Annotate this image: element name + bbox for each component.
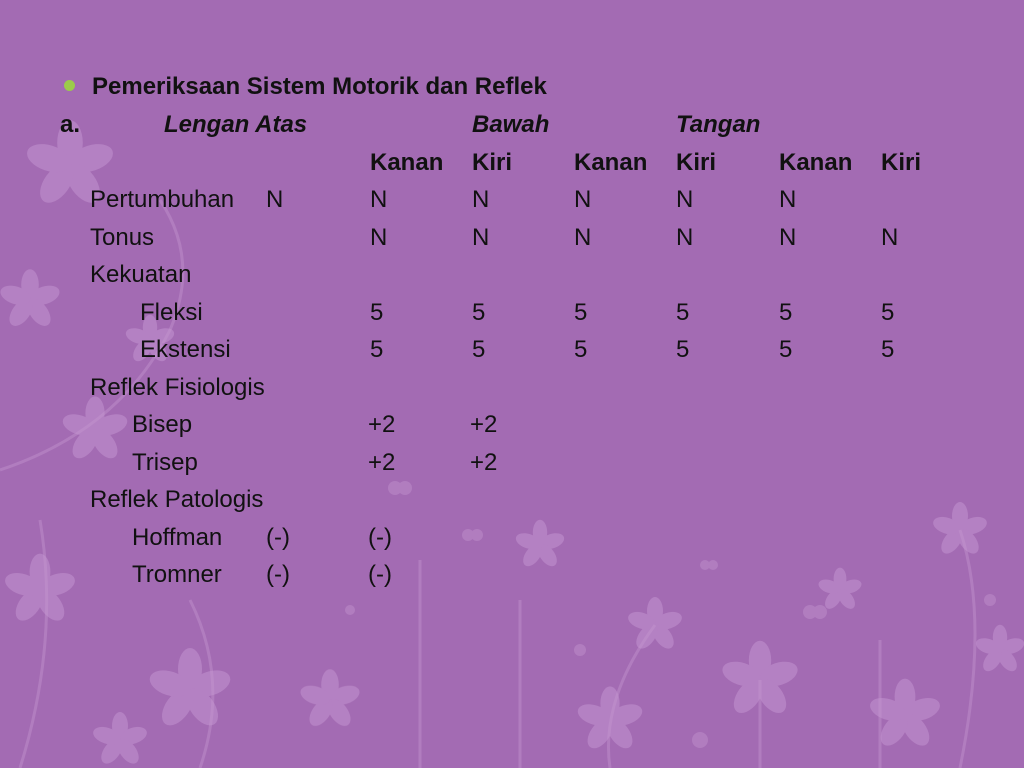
column-header: Kanan — [574, 149, 648, 176]
group-header-lengan-atas: Lengan Atas — [164, 111, 308, 138]
table-cell: N — [779, 186, 797, 213]
row-label-kekuatan: Kekuatan — [90, 261, 192, 288]
table-cell: (-) — [266, 561, 290, 588]
table-cell: 5 — [472, 336, 486, 363]
table-cell: N — [370, 224, 388, 251]
table-cell: 5 — [574, 299, 588, 326]
table-cell: 5 — [779, 299, 793, 326]
column-header: Kanan — [370, 149, 444, 176]
row-label-bisep: Bisep — [132, 411, 193, 438]
table-cell: N — [266, 186, 284, 213]
row-label-ekstensi: Ekstensi — [140, 336, 231, 363]
table-cell: 5 — [370, 336, 384, 363]
table-cell: N — [472, 186, 490, 213]
table-cell: +2 — [470, 411, 498, 438]
row-label-reflek-patologis: Reflek Patologis — [90, 486, 264, 513]
table-cell: (-) — [266, 524, 290, 551]
row-label-trisep: Trisep — [132, 449, 198, 476]
row-label-pertumbuhan: Pertumbuhan — [90, 186, 235, 213]
table-cell: 5 — [881, 336, 895, 363]
row-label-reflek-fisiologis: Reflek Fisiologis — [90, 374, 265, 401]
column-header: Kiri — [881, 149, 922, 176]
table-cell: (-) — [368, 561, 392, 588]
table-cell: 5 — [779, 336, 793, 363]
bullet-icon — [64, 80, 75, 91]
row-label-hoffman: Hoffman — [132, 524, 223, 551]
row-label-tonus: Tonus — [90, 224, 155, 251]
table-cell: (-) — [368, 524, 392, 551]
table-cell: +2 — [470, 449, 498, 476]
table-cell: N — [574, 186, 592, 213]
table-cell: +2 — [368, 411, 396, 438]
table-cell: 5 — [370, 299, 384, 326]
column-header: Kiri — [676, 149, 717, 176]
table-cell: N — [676, 224, 694, 251]
table-cell: N — [881, 224, 899, 251]
row-label-tromner: Tromner — [132, 561, 222, 588]
table-cell: N — [676, 186, 694, 213]
row-label-fleksi: Fleksi — [140, 299, 203, 326]
table-cell: 5 — [676, 336, 690, 363]
table-cell: 5 — [574, 336, 588, 363]
group-header-bawah: Bawah — [472, 111, 550, 138]
table-cell: 5 — [881, 299, 895, 326]
table-cell: N — [370, 186, 388, 213]
column-header: Kanan — [779, 149, 853, 176]
table-cell: 5 — [676, 299, 690, 326]
row-marker: a. — [60, 111, 81, 138]
table-cell: N — [574, 224, 592, 251]
table-cell: N — [472, 224, 490, 251]
table-cell: N — [779, 224, 797, 251]
column-header: Kiri — [472, 149, 513, 176]
group-header-tangan: Tangan — [676, 111, 761, 138]
table-cell: +2 — [368, 449, 396, 476]
slide-title: Pemeriksaan Sistem Motorik dan Reflek — [92, 73, 547, 100]
table-cell: 5 — [472, 299, 486, 326]
